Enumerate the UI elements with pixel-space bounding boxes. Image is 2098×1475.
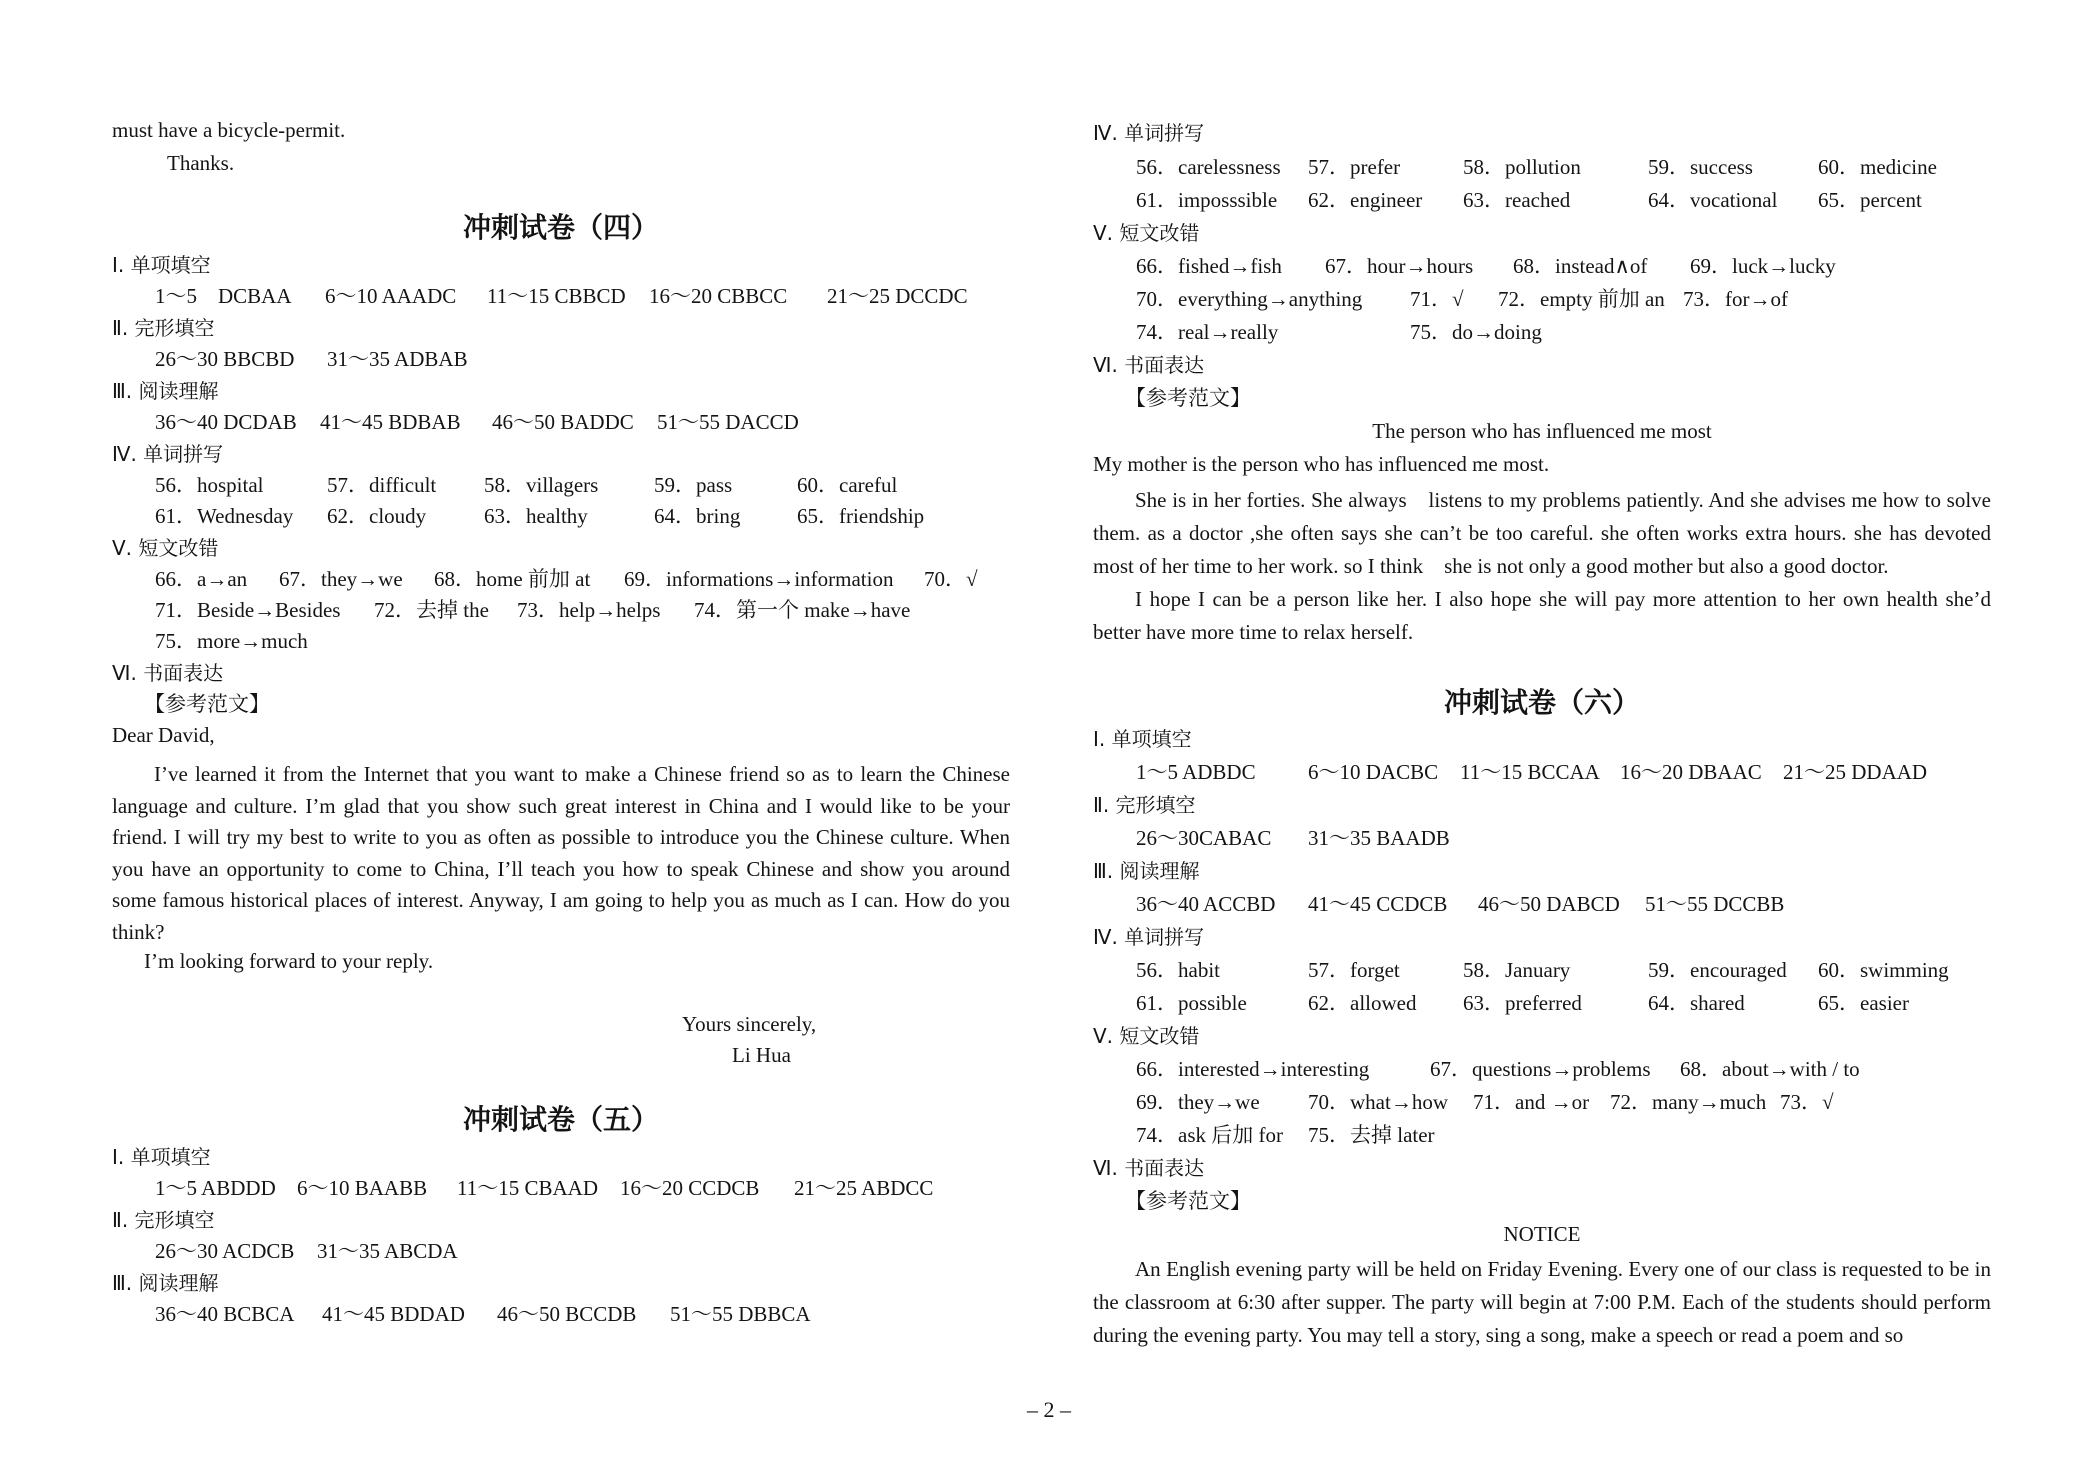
letter-closing-line: I’m looking forward to your reply. — [144, 949, 434, 973]
answer-item: 67．questions→problems — [1430, 1057, 1651, 1081]
answer-item: 66．fished→fish — [1136, 254, 1282, 278]
answer-item: 59．pass — [654, 473, 733, 497]
answer-item: 71．and →or — [1473, 1090, 1590, 1114]
p6-s2-answers — [1093, 823, 1991, 854]
p6-s2-heading: Ⅱ. 完形填空 — [1093, 793, 1196, 817]
answer-item: 56．hospital — [155, 473, 264, 497]
answer-item: 57．prefer — [1308, 155, 1401, 179]
answer-item: 63．preferred — [1463, 991, 1582, 1015]
answer-item: 69．informations→information — [624, 567, 894, 591]
answer-group: 6～10 AAADC — [325, 284, 457, 308]
intro-thanks: Thanks. — [167, 151, 235, 175]
answer-item: 60．swimming — [1818, 958, 1949, 982]
p5-s5-heading: Ⅴ. 短文改错 — [1093, 221, 1200, 245]
answer-item: 59．success — [1648, 155, 1753, 179]
p4-s1-heading: Ⅰ. 单项填空 — [112, 253, 211, 277]
page-number: – 2 – — [1027, 1397, 1071, 1422]
p6-s3-heading: Ⅲ. 阅读理解 — [1093, 859, 1200, 883]
p4-s5-row2 — [112, 595, 1010, 626]
answer-item: 69．luck→lucky — [1690, 254, 1836, 278]
p5-s1-answers — [112, 1173, 1010, 1204]
letter-body-text: I’ve learned it from the Internet that you want to make a Chinese friend so as to learn the Chinese language and culture. I’m glad that you show such great interest in China and I would like to be your friend. I will try my best to write to you as often as possible to introduce you the Chinese culture. When you have an opportunity to come to China, I’ll teach you how to speak Chinese and show you around some famous historical places of interest. Anyway, I am going to help you as much as I can. How do you think? — [112, 762, 1010, 944]
answer-item: 57．forget — [1308, 958, 1400, 982]
p6-s5-row1 — [1093, 1054, 1991, 1085]
p6-s5-row3 — [1093, 1120, 1991, 1151]
answer-group: 31～35 ADBAB — [327, 347, 468, 371]
answer-item: 66．a→an — [155, 567, 248, 591]
answer-group: 46～50 DABCD — [1478, 892, 1620, 916]
answer-item: 72．many→much — [1610, 1090, 1767, 1114]
answer-group: 16～20 CCDCB — [620, 1176, 760, 1200]
answer-group: 16～20 DBAAC — [1620, 760, 1762, 784]
p5-s1-heading: Ⅰ. 单项填空 — [112, 1145, 211, 1169]
answer-item: 73．help→helps — [517, 598, 661, 622]
p4-s2-heading: Ⅱ. 完形填空 — [112, 316, 215, 340]
answer-item: 68．home 前加 at — [434, 567, 591, 591]
answer-item: 56．carelessness — [1136, 155, 1281, 179]
p6-s3-answers — [1093, 889, 1991, 920]
p5-s6-heading: Ⅵ. 书面表达 — [1093, 353, 1205, 377]
p4-s6-heading: Ⅵ. 书面表达 — [112, 661, 224, 685]
answer-item: 75．去掉 later — [1308, 1123, 1435, 1147]
answer-group: 21～25 ABDCC — [794, 1176, 934, 1200]
answer-item: 71．Beside→Besides — [155, 598, 341, 622]
answer-item: 63．healthy — [484, 504, 588, 528]
notice-paragraph-text: An English evening party will be held on Friday Evening. Every one of our class is requested to be in the classroom at 6:30 after supper. The party will begin at 7:00 P.M. Each of the students should perform during the evening party. You may tell a story, sing a song, make a speech or read a poem and so — [1093, 1257, 1991, 1347]
answer-group: 36～40 DCDAB — [155, 410, 297, 434]
essay-paragraph — [1093, 583, 1991, 649]
answer-item: 61．Wednesday — [155, 504, 294, 528]
answer-item: 68．instead∧of — [1513, 254, 1648, 278]
answer-item: 64．bring — [654, 504, 741, 528]
answer-group: 46～50 BADDC — [492, 410, 634, 434]
answer-item: 62．allowed — [1308, 991, 1417, 1015]
answer-item: 58．pollution — [1463, 155, 1581, 179]
answer-item: 66．interested→interesting — [1136, 1057, 1370, 1081]
answer-group: 31～35 ABCDA — [317, 1239, 458, 1263]
p4-s5-row1 — [112, 564, 1010, 595]
letter-signoff: Yours sincerely, — [682, 1012, 817, 1036]
answer-item: 60．medicine — [1818, 155, 1937, 179]
p5-s3-heading: Ⅲ. 阅读理解 — [112, 1271, 219, 1295]
answer-item: 64．vocational — [1648, 188, 1778, 212]
answer-group: 51～55 DBBCA — [670, 1302, 811, 1326]
letter-salutation: Dear David, — [112, 723, 215, 747]
answer-item: 71．√ — [1410, 287, 1464, 311]
p5-s6-ref: 【参考范文】 — [1125, 386, 1251, 410]
p5-s2-answers — [112, 1236, 1010, 1267]
answer-group: 21～25 DDAAD — [1783, 760, 1928, 784]
answer-group: 21～25 DCCDC — [827, 284, 968, 308]
answer-group: 26～30 ACDCB — [155, 1239, 295, 1263]
answer-item: 70．everything→anything — [1136, 287, 1363, 311]
p6-s1-heading: Ⅰ. 单项填空 — [1093, 727, 1192, 751]
essay-paragraph — [1093, 484, 1991, 583]
answer-item: 61．possible — [1136, 991, 1247, 1015]
answer-group: 41～45 BDBAB — [320, 410, 461, 434]
answer-item: 56．habit — [1136, 958, 1220, 982]
answer-item: 68．about→with / to — [1680, 1057, 1860, 1081]
answer-item: 65．easier — [1818, 991, 1909, 1015]
p4-s3-answers — [112, 407, 1010, 438]
answer-group: 26～30CABAC — [1136, 826, 1272, 850]
p5-s2-heading: Ⅱ. 完形填空 — [112, 1208, 215, 1232]
p4-s4-row2 — [112, 501, 1010, 532]
answer-item: 70．√ — [924, 567, 978, 591]
p4-s5-row3 — [112, 626, 1010, 657]
p6-s5-row2 — [1093, 1087, 1991, 1118]
answer-group: 1～5 ABDDD — [155, 1176, 276, 1200]
essay-paragraph: My mother is the person who has influenced me most. — [1093, 452, 1550, 476]
answer-group: 36～40 BCBCA — [155, 1302, 295, 1326]
answer-group: 46～50 BCCDB — [497, 1302, 637, 1326]
letter-body — [112, 759, 1010, 948]
intro-line: must have a bicycle-permit. — [112, 118, 346, 142]
p4-s1-answers — [112, 281, 1010, 312]
answer-group: 1～5 ADBDC — [1136, 760, 1256, 784]
answer-item: 58．villagers — [484, 473, 599, 497]
answer-item: 64．shared — [1648, 991, 1745, 1015]
p6-s6-ref: 【参考范文】 — [1125, 1189, 1251, 1213]
answer-item: 74．第一个 make→have — [694, 598, 911, 622]
answer-group: 51～55 DCCBB — [1645, 892, 1785, 916]
paper4-title: 冲刺试卷（四） — [462, 211, 659, 244]
p4-s2-answers — [112, 344, 1010, 375]
answer-group: 51～55 DACCD — [657, 410, 799, 434]
answer-item: 73．for→of — [1683, 287, 1788, 311]
answer-item: 58．January — [1463, 958, 1571, 982]
answer-group: 11～15 CBBCD — [487, 284, 626, 308]
answer-item: 59．encouraged — [1648, 958, 1787, 982]
p5-s5-row2 — [1093, 284, 1991, 315]
notice-paragraph — [1093, 1253, 1991, 1352]
paper5-title: 冲刺试卷（五） — [462, 1103, 659, 1136]
essay-paragraph-text: She is in her forties. She always listens to my problems patiently. And she advises me how to solve them. as a doctor ,she often says she can’t be too careful. she often works extra hours. she has devoted most of her time to her work. so I think she is not only a good mother but also a good doctor. — [1093, 488, 1991, 578]
answer-group: 6～10 DACBC — [1308, 760, 1439, 784]
answer-item: 74．ask 后加 for — [1136, 1123, 1283, 1147]
answer-item: 65．percent — [1818, 188, 1922, 212]
answer-group: 36～40 ACCBD — [1136, 892, 1276, 916]
p6-s1-answers — [1093, 757, 1991, 788]
answer-group: 11～15 CBAAD — [457, 1176, 598, 1200]
notice-title: NOTICE — [1503, 1222, 1581, 1246]
answer-item: 69．they→we — [1136, 1090, 1260, 1114]
essay-title: The person who has influenced me most — [1372, 419, 1712, 443]
answer-group: 16～20 CBBCC — [649, 284, 788, 308]
essay-paragraph-text: I hope I can be a person like her. I also hope she will pay more attention to her own health she’d better have more time to relax herself. — [1093, 587, 1991, 644]
answer-item: 72．empty 前加 an — [1498, 287, 1665, 311]
answer-group: 6～10 BAABB — [297, 1176, 428, 1200]
answer-group: 31～35 BAADB — [1308, 826, 1450, 850]
answer-item: 63．reached — [1463, 188, 1571, 212]
p4-s5-heading: Ⅴ. 短文改错 — [112, 536, 219, 560]
answer-item: 67．they→we — [279, 567, 403, 591]
letter-signature: Li Hua — [732, 1043, 791, 1067]
answer-item: 70．what→how — [1308, 1090, 1448, 1114]
p6-s6-heading: Ⅵ. 书面表达 — [1093, 1156, 1205, 1180]
p4-s4-row1 — [112, 470, 1010, 501]
p5-s4-row1 — [1093, 152, 1991, 183]
p5-s4-heading: Ⅳ. 单词拼写 — [1093, 121, 1205, 145]
p6-s4-row2 — [1093, 988, 1991, 1019]
answer-group: 1～5 DCBAA — [155, 284, 292, 308]
p5-s5-row3 — [1093, 317, 1991, 348]
answer-item: 72．去掉 the — [374, 598, 489, 622]
answer-item: 61．imposssible — [1136, 188, 1278, 212]
answer-item: 73．√ — [1780, 1090, 1834, 1114]
p5-s5-row1 — [1093, 251, 1991, 282]
p4-s6-ref: 【参考范文】 — [144, 692, 270, 716]
answer-item: 65．friendship — [797, 504, 925, 528]
p4-s4-heading: Ⅳ. 单词拼写 — [112, 442, 224, 466]
answer-item: 62．cloudy — [327, 504, 427, 528]
answer-item: 62．engineer — [1308, 188, 1423, 212]
p6-s5-heading: Ⅴ. 短文改错 — [1093, 1024, 1200, 1048]
answer-item: 60．careful — [797, 473, 898, 497]
answer-item: 75．do→doing — [1410, 320, 1542, 344]
answer-item: 57．difficult — [327, 473, 437, 497]
answer-item: 74．real→really — [1136, 320, 1279, 344]
answer-item: 75．more→much — [155, 629, 308, 653]
p4-s3-heading: Ⅲ. 阅读理解 — [112, 379, 219, 403]
answer-group: 26～30 BBCBD — [155, 347, 295, 371]
p6-s4-row1 — [1093, 955, 1991, 986]
answer-group: 41～45 CCDCB — [1308, 892, 1448, 916]
answer-group: 11～15 BCCAA — [1460, 760, 1600, 784]
p5-s3-answers — [112, 1299, 1010, 1330]
answer-item: 67．hour→hours — [1325, 254, 1474, 278]
p6-s4-heading: Ⅳ. 单词拼写 — [1093, 925, 1205, 949]
p5-s4-row2 — [1093, 185, 1991, 216]
answer-group: 41～45 BDDAD — [322, 1302, 465, 1326]
paper6-title: 冲刺试卷（六） — [1443, 686, 1640, 719]
